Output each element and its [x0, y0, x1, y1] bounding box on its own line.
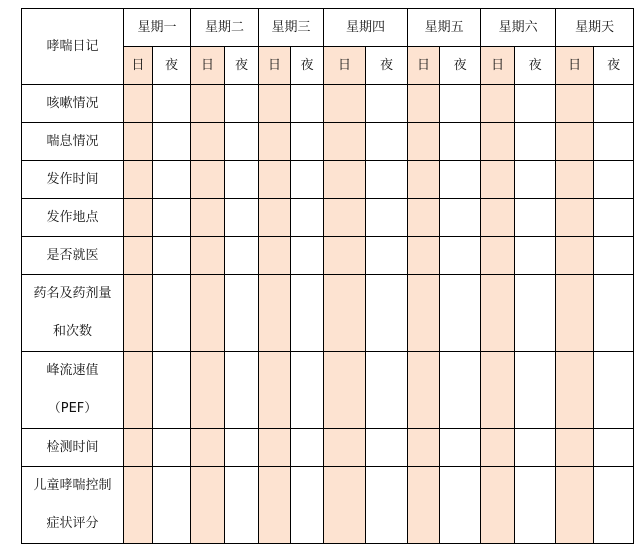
night-entry-cell[interactable] — [225, 275, 259, 352]
night-entry-cell[interactable] — [153, 352, 191, 429]
diary-row — [22, 352, 634, 429]
day-entry-cell[interactable] — [556, 85, 594, 123]
day-entry-cell[interactable] — [481, 161, 515, 199]
night-entry-cell[interactable] — [440, 429, 481, 467]
day-entry-cell[interactable] — [124, 161, 153, 199]
night-entry-cell[interactable] — [366, 467, 408, 544]
day-entry-cell[interactable] — [408, 429, 440, 467]
day-label: 日 — [124, 47, 153, 85]
row-label — [22, 85, 124, 123]
day-entry-cell[interactable] — [324, 237, 366, 275]
night-entry-cell[interactable] — [366, 123, 408, 161]
diary-row — [22, 161, 634, 199]
row-label-line: 药名及药剂量 — [33, 286, 112, 301]
day-entry-cell[interactable] — [408, 352, 440, 429]
night-label: 夜 — [366, 47, 408, 85]
night-entry-cell[interactable] — [291, 85, 324, 123]
weekday-header: 星期一 — [124, 9, 191, 47]
day-entry-cell[interactable] — [259, 237, 291, 275]
night-entry-cell[interactable] — [153, 161, 191, 199]
day-entry-cell[interactable] — [124, 467, 153, 544]
night-entry-cell[interactable] — [225, 123, 259, 161]
day-entry-cell[interactable] — [324, 199, 366, 237]
night-entry-cell[interactable] — [291, 467, 324, 544]
night-entry-cell[interactable] — [291, 199, 324, 237]
day-entry-cell[interactable] — [324, 275, 366, 352]
day-entry-cell[interactable] — [191, 467, 225, 544]
row-label-line: 喘息情况 — [46, 134, 99, 149]
weekday-header: 星期五 — [408, 9, 481, 47]
day-entry-cell[interactable] — [556, 161, 594, 199]
day-entry-cell[interactable] — [124, 199, 153, 237]
night-entry-cell[interactable] — [291, 429, 324, 467]
row-label-line: 儿童哮喘控制 — [33, 478, 112, 493]
day-entry-cell[interactable] — [124, 352, 153, 429]
asthma-diary-table — [21, 8, 634, 544]
row-label-line: 检测时间 — [46, 440, 99, 455]
night-entry-cell[interactable] — [291, 352, 324, 429]
night-entry-cell[interactable] — [440, 237, 481, 275]
day-entry-cell[interactable] — [481, 199, 515, 237]
night-entry-cell[interactable] — [440, 199, 481, 237]
day-entry-cell[interactable] — [324, 85, 366, 123]
night-entry-cell[interactable] — [153, 275, 191, 352]
night-label: 夜 — [440, 47, 481, 85]
night-entry-cell[interactable] — [366, 275, 408, 352]
night-entry-cell[interactable] — [291, 275, 324, 352]
night-entry-cell[interactable] — [225, 429, 259, 467]
day-entry-cell[interactable] — [259, 429, 291, 467]
night-entry-cell[interactable] — [440, 467, 481, 544]
night-entry-cell[interactable] — [225, 85, 259, 123]
row-label — [22, 429, 124, 467]
day-entry-cell[interactable] — [481, 429, 515, 467]
night-entry-cell[interactable] — [291, 123, 324, 161]
night-entry-cell[interactable] — [291, 161, 324, 199]
night-entry-cell[interactable] — [366, 237, 408, 275]
day-entry-cell[interactable] — [124, 85, 153, 123]
day-entry-cell[interactable] — [408, 237, 440, 275]
row-label-line: 咳嗽情况 — [46, 96, 99, 111]
night-entry-cell[interactable] — [515, 237, 556, 275]
day-entry-cell[interactable] — [191, 275, 225, 352]
day-entry-cell[interactable] — [556, 467, 594, 544]
diary-title: 哮喘日记 — [22, 9, 124, 85]
day-label: 日 — [556, 47, 594, 85]
night-entry-cell[interactable] — [366, 429, 408, 467]
row-label-line: （PEF） — [47, 401, 98, 416]
night-label: 夜 — [153, 47, 191, 85]
diary-row — [22, 123, 634, 161]
day-entry-cell[interactable] — [324, 467, 366, 544]
weekday-header: 星期四 — [324, 9, 408, 47]
day-entry-cell[interactable] — [408, 467, 440, 544]
night-entry-cell[interactable] — [594, 161, 634, 199]
night-entry-cell[interactable] — [594, 429, 634, 467]
night-entry-cell[interactable] — [515, 429, 556, 467]
day-entry-cell[interactable] — [191, 352, 225, 429]
day-entry-cell[interactable] — [259, 161, 291, 199]
night-entry-cell[interactable] — [366, 85, 408, 123]
night-entry-cell[interactable] — [594, 123, 634, 161]
day-label: 日 — [324, 47, 366, 85]
day-entry-cell[interactable] — [408, 123, 440, 161]
day-entry-cell[interactable] — [324, 352, 366, 429]
night-label: 夜 — [594, 47, 634, 85]
weekday-header-row — [22, 9, 634, 47]
day-entry-cell[interactable] — [124, 123, 153, 161]
day-entry-cell[interactable] — [324, 429, 366, 467]
diary-row — [22, 429, 634, 467]
day-label: 日 — [408, 47, 440, 85]
night-label: 夜 — [225, 47, 259, 85]
night-entry-cell[interactable] — [225, 352, 259, 429]
day-entry-cell[interactable] — [481, 123, 515, 161]
row-label — [22, 161, 124, 199]
day-entry-cell[interactable] — [259, 199, 291, 237]
day-entry-cell[interactable] — [556, 123, 594, 161]
day-entry-cell[interactable] — [191, 199, 225, 237]
night-entry-cell[interactable] — [440, 161, 481, 199]
day-entry-cell[interactable] — [556, 275, 594, 352]
day-entry-cell[interactable] — [259, 85, 291, 123]
diary-row — [22, 85, 634, 123]
day-entry-cell[interactable] — [124, 275, 153, 352]
night-entry-cell[interactable] — [153, 199, 191, 237]
night-entry-cell[interactable] — [225, 467, 259, 544]
day-label: 日 — [191, 47, 225, 85]
day-entry-cell[interactable] — [408, 199, 440, 237]
night-entry-cell[interactable] — [594, 199, 634, 237]
night-entry-cell[interactable] — [515, 275, 556, 352]
weekday-header: 星期二 — [191, 9, 259, 47]
night-entry-cell[interactable] — [440, 123, 481, 161]
day-entry-cell[interactable] — [556, 429, 594, 467]
night-entry-cell[interactable] — [594, 352, 634, 429]
day-entry-cell[interactable] — [191, 237, 225, 275]
weekday-header: 星期六 — [481, 9, 556, 47]
night-entry-cell[interactable] — [291, 237, 324, 275]
night-entry-cell[interactable] — [366, 161, 408, 199]
day-entry-cell[interactable] — [556, 237, 594, 275]
day-entry-cell[interactable] — [481, 352, 515, 429]
day-entry-cell[interactable] — [124, 429, 153, 467]
day-entry-cell[interactable] — [408, 161, 440, 199]
night-entry-cell[interactable] — [515, 123, 556, 161]
day-entry-cell[interactable] — [408, 85, 440, 123]
day-entry-cell[interactable] — [191, 85, 225, 123]
row-label — [22, 275, 124, 352]
day-label: 日 — [481, 47, 515, 85]
day-entry-cell[interactable] — [556, 199, 594, 237]
night-entry-cell[interactable] — [153, 85, 191, 123]
night-entry-cell[interactable] — [153, 123, 191, 161]
row-label — [22, 352, 124, 429]
night-entry-cell[interactable] — [594, 85, 634, 123]
day-entry-cell[interactable] — [191, 161, 225, 199]
day-entry-cell[interactable] — [124, 237, 153, 275]
day-entry-cell[interactable] — [259, 275, 291, 352]
night-entry-cell[interactable] — [515, 85, 556, 123]
night-entry-cell[interactable] — [153, 467, 191, 544]
night-entry-cell[interactable] — [594, 237, 634, 275]
night-entry-cell[interactable] — [225, 237, 259, 275]
night-entry-cell[interactable] — [153, 237, 191, 275]
day-entry-cell[interactable] — [259, 123, 291, 161]
night-entry-cell[interactable] — [515, 467, 556, 544]
row-label — [22, 123, 124, 161]
diary-row — [22, 275, 634, 352]
day-entry-cell[interactable] — [481, 275, 515, 352]
row-label — [22, 199, 124, 237]
night-entry-cell[interactable] — [366, 352, 408, 429]
row-label — [22, 237, 124, 275]
diary-row — [22, 237, 634, 275]
row-label-line: 症状评分 — [46, 516, 99, 531]
night-entry-cell[interactable] — [515, 352, 556, 429]
day-entry-cell[interactable] — [481, 85, 515, 123]
day-entry-cell[interactable] — [191, 123, 225, 161]
day-entry-cell[interactable] — [191, 429, 225, 467]
row-label-line: 发作地点 — [46, 210, 99, 225]
night-entry-cell[interactable] — [515, 199, 556, 237]
night-entry-cell[interactable] — [594, 467, 634, 544]
night-entry-cell[interactable] — [225, 161, 259, 199]
night-entry-cell[interactable] — [153, 429, 191, 467]
day-entry-cell[interactable] — [556, 352, 594, 429]
night-entry-cell[interactable] — [440, 275, 481, 352]
day-entry-cell[interactable] — [324, 161, 366, 199]
day-label: 日 — [259, 47, 291, 85]
day-entry-cell[interactable] — [259, 352, 291, 429]
night-entry-cell[interactable] — [366, 199, 408, 237]
weekday-header: 星期三 — [259, 9, 324, 47]
night-entry-cell[interactable] — [440, 352, 481, 429]
weekday-header: 星期天 — [556, 9, 634, 47]
diary-row — [22, 467, 634, 544]
row-label-line: 峰流速值 — [46, 363, 99, 378]
day-entry-cell[interactable] — [481, 237, 515, 275]
night-label: 夜 — [291, 47, 324, 85]
night-entry-cell[interactable] — [515, 161, 556, 199]
row-label-line: 发作时间 — [46, 172, 99, 187]
diary-row — [22, 199, 634, 237]
day-entry-cell[interactable] — [481, 467, 515, 544]
row-label — [22, 467, 124, 544]
night-entry-cell[interactable] — [440, 85, 481, 123]
day-entry-cell[interactable] — [324, 123, 366, 161]
row-label-line: 和次数 — [52, 324, 92, 339]
night-entry-cell[interactable] — [225, 199, 259, 237]
row-label-line: 是否就医 — [46, 248, 99, 263]
night-entry-cell[interactable] — [594, 275, 634, 352]
day-entry-cell[interactable] — [408, 275, 440, 352]
night-label: 夜 — [515, 47, 556, 85]
day-entry-cell[interactable] — [259, 467, 291, 544]
